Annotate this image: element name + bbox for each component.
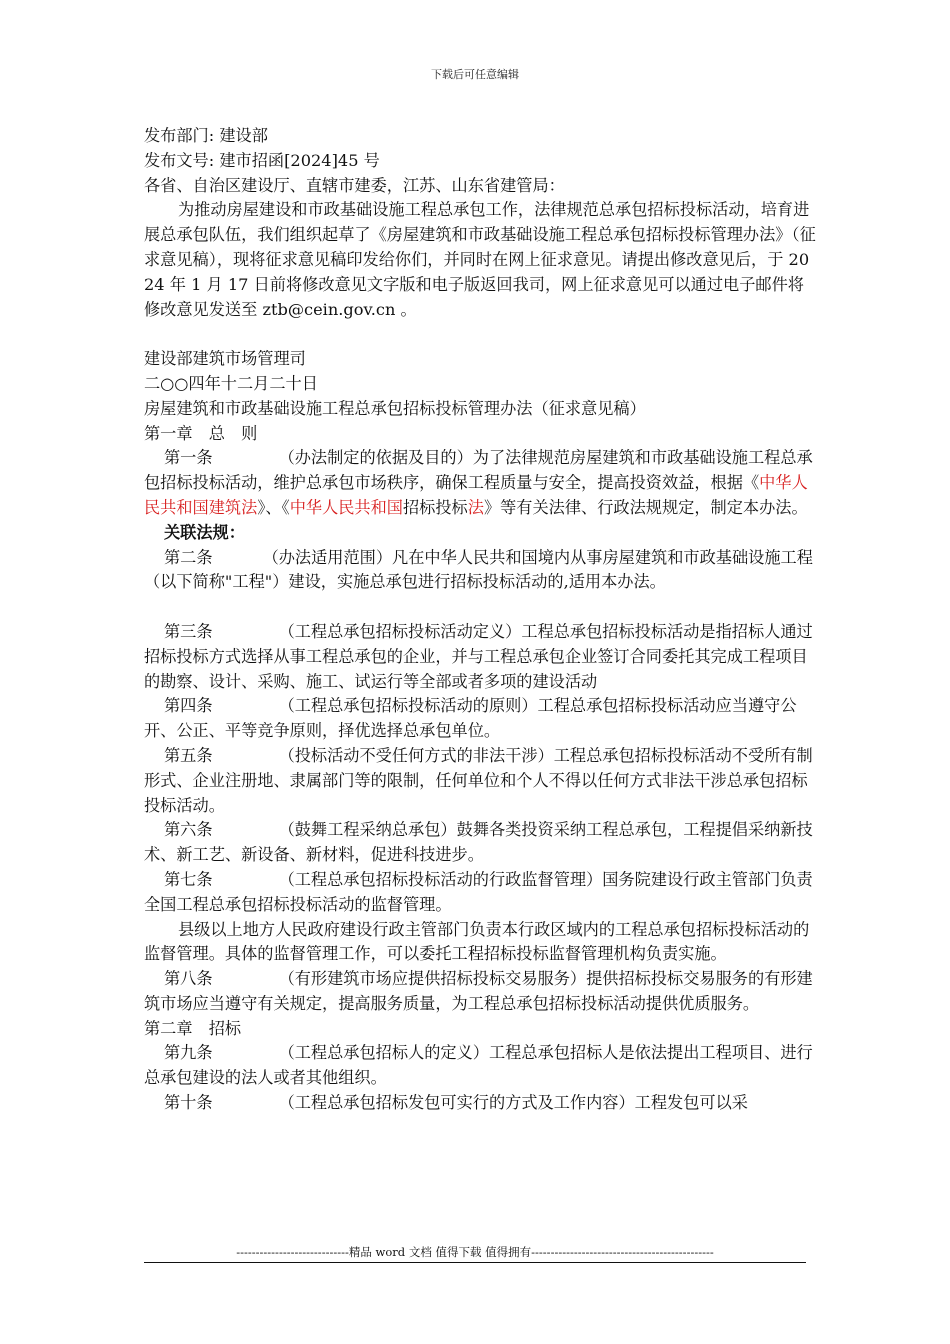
law-link-construction[interactable]: 中华人民共和国建筑法 [144, 473, 808, 517]
footer-note: -----------------------------精品 word 文档 值得下载 值得拥有----------------------------------------------- [236, 1245, 714, 1259]
article-number: 第六条 [164, 820, 213, 840]
quote-mark: 》、 [257, 497, 282, 517]
article-number: 第四条 [164, 696, 213, 716]
article-number: 第九条 [164, 1043, 213, 1063]
doc-title: 房屋建筑和市政基础设施工程总承包招标投标管理办法（征求意见稿） [144, 398, 646, 418]
article-text: （工程总承包招标人的定义）工程总承包招标人是依法提出工程项目、进行总承包建设的法人或者其他组织。 [144, 1043, 813, 1088]
salutation: 各省、自治区建设厅、直辖市建委，江苏、山东省建管局： [144, 175, 565, 195]
article-7 [144, 868, 816, 918]
article-text: （工程总承包招标发包可实行的方式及工作内容）工程发包可以采 [278, 1093, 748, 1113]
article-2 [144, 546, 816, 596]
related-regulations-label: 关联法规： [164, 522, 245, 542]
article-text: 等有关法律、行政法规规定，制定本办法。 [500, 497, 808, 517]
article-9 [144, 1041, 816, 1091]
law-link-bidding-part3[interactable]: 法 [467, 497, 484, 517]
article-7-paragraph-2: 县级以上地方人民政府建设行政主管部门负责本行政区域内的工程总承包招标投标活动的监督管理。具体的监督管理工作，可以委托工程招标投标监督管理机构负责实施。 [144, 919, 810, 964]
document-body [144, 124, 816, 1116]
article-number: 第三条 [164, 621, 213, 641]
signature-dept: 建设部建筑市场管理司 [144, 349, 306, 369]
article-4 [144, 694, 816, 744]
article-text: （工程总承包招标投标活动的行政监督管理）国务院建设行政主管部门负责全国工程总承包招标投标活动的监督管理。 [144, 869, 813, 914]
chapter-1-heading: 第一章 总 则 [144, 423, 258, 443]
article-number: 第二条 [164, 547, 213, 567]
article-text: （有形建筑市场应提供招标投标交易服务）提供招标投标交易服务的有形建筑市场应当遵守有关规定，提高服务质量，为工程总承包招标投标活动提供优质服务。 [144, 969, 813, 1013]
article-number: 第八条 [164, 969, 213, 989]
footer-divider [144, 1262, 806, 1263]
article-text: （投标活动不受任何方式的非法干涉）工程总承包招标投标活动不受所有制形式、企业注册地、隶属部门等的限制，任何单位和个人不得以任何方式非法干涉总承包招标投标活动。 [144, 745, 813, 815]
header-note: 下载后可任意编辑 [431, 68, 519, 81]
law-link-bidding-part1[interactable]: 中华人民共和国 [289, 497, 403, 517]
article-text: （工程总承包招标投标活动定义）工程总承包招标投标活动是指招标人通过招标投标方式选择从事工程总承包的企业，并与工程总承包企业签订合同委托其完成工程项目的勘察、设计、采购、施工、试运行等全部或者多项的建设活动 [144, 621, 813, 691]
law-link-bidding-part2: 招标投标 [403, 497, 468, 517]
issuer-line: 发布部门: 建设部 [144, 126, 268, 145]
article-text: （鼓舞工程采纳总承包）鼓舞各类投资采纳工程总承包，工程提倡采纳新技术、新工艺、新设备、新材料，促进科技进步。 [144, 820, 813, 865]
spacer [144, 322, 816, 347]
article-text: （办法适用范围）凡在中华人民共和国境内从事房屋建筑和市政基础设施工程（以下简称"工程"）建设，实施总承包进行招标投标活动的,适用本办法。 [144, 547, 813, 592]
doc-number-line: 发布文号: 建市招函[2024]45 号 [144, 150, 380, 170]
article-number: 第一条 [164, 448, 213, 468]
quote-mark: 《 [742, 473, 760, 493]
quote-mark: 《 [281, 497, 290, 517]
article-10 [144, 1091, 816, 1116]
article-number: 第七条 [164, 869, 213, 889]
intro-paragraph: 为推动房屋建设和市政基础设施工程总承包工作，法律规范总承包招标投标活动，培育进展总承包队伍，我们组织起草了《房屋建筑和市政基础设施工程总承包招标投标管理办法》（征求意见稿），现将征求意见稿印发给你们，并同时在网上征求意见。请提出修改意见后，于 2024 年 1 月 17 日前将修改意见文字版和电子版返回我司，网上征求意见可以通过电子邮件将修改意见发送至 ztb@cein.gov.cn 。 [144, 200, 816, 319]
article-number: 第五条 [164, 745, 213, 765]
article-3 [144, 620, 816, 694]
article-text: （工程总承包招标投标活动的原则）工程总承包招标投标活动应当遵守公开、公正、平等竞争原则，择优选择总承包单位。 [144, 696, 797, 741]
article-number: 第十条 [164, 1093, 213, 1113]
chapter-2-heading: 第二章 招标 [144, 1018, 242, 1038]
article-5 [144, 744, 816, 818]
quote-mark: 》 [483, 497, 501, 517]
spacer [144, 595, 816, 620]
article-text: （办法制定的依据及目的）为了法律规范房屋建筑和市政基础设施工程总承包招标投标活动，维护总承包市场秩序，确保工程质量与安全，提高投资效益，根据 [144, 448, 813, 493]
article-6 [144, 818, 816, 868]
article-1 [144, 446, 816, 520]
signature-date: 二○○四年十二月二十日 [144, 373, 318, 393]
article-8 [144, 967, 816, 1017]
